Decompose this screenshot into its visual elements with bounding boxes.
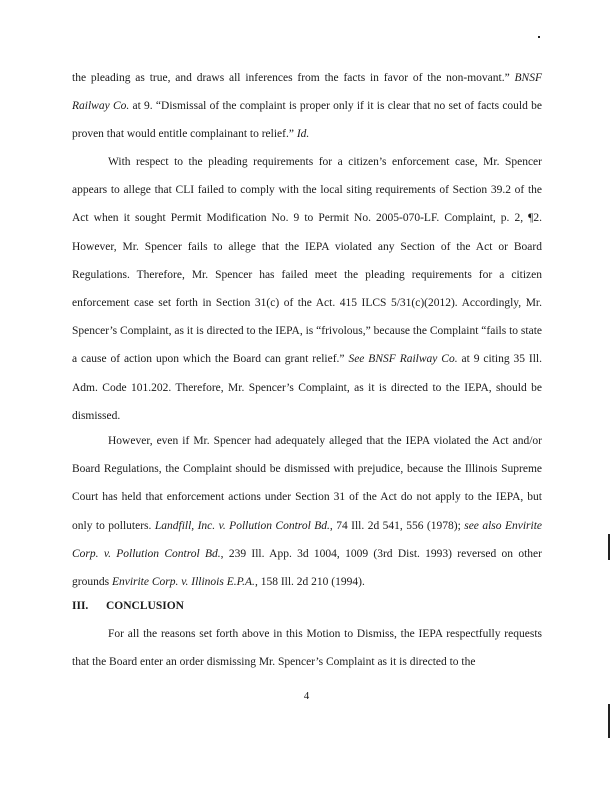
page-number: 4 — [303, 690, 310, 702]
text-run: , 239 Ill. App. 3d 1004, 1009 (3rd Dist. 1993) reversed on other grounds — [72, 547, 542, 589]
case-citation: Landfill, Inc. v. Pollution Control Bd. — [154, 519, 330, 532]
text-run: , 74 Ill. 2d 541, 556 (1978); — [329, 519, 465, 532]
text-run: at 9. “Dismissal of the complaint is proper only if it is clear that no set of facts could be proven that would entitle complainant to relief.” — [72, 100, 542, 141]
scan-margin-mark — [608, 704, 610, 738]
text-run: With respect to the pleading requirements for a citizen’s enforcement case, Mr. Spencer appears to allege that CLI failed to comply with the local siting requirements of Section 39.2 of the Act when it sought Permit Modification No. 9 to Permit No. 2005-070-LF. Complaint, p. 2, ¶2. However, Mr. Spencer fails to allege that the IEPA violated any Section of the Act or Board Regulations. Therefore, Mr. Spencer has failed meet the pleading requirements for a citizen enforcement case set forth in Section 31(c) of the Act. 415 ILCS 5/31(c)(2012). Accordingly, Mr. Spencer’s Complaint, as it is directed to the IEPA, is “frivolous,” because the Complaint “fails to state a cause of action upon which the Board can grant relief.” — [72, 156, 542, 366]
section-title: CONCLUSION — [106, 600, 184, 612]
case-citation: see also Envirite Corp. v. Pollution Control Bd. — [72, 519, 543, 560]
paragraph-1 — [72, 64, 542, 149]
section-number: III. — [72, 600, 89, 612]
paragraph-4: For all the reasons set forth above in this Motion to Dismiss, the IEPA respectfully requests that the Board enter an order dismissing Mr. Spencer’s Complaint as it is directed to the — [72, 628, 542, 669]
text-run: However, even if Mr. Spencer had adequately alleged that the IEPA violated the Act and/or Board Regulations, the Complaint should be dismissed with prejudice, because the Illinois Supreme Court has held that enforcement actions under Section 31 of the Act do not apply to the IEPA, but only to polluters. — [72, 435, 542, 532]
text-run: the pleading as true, and draws all inferences from the facts in favor of the non-movant.” — [72, 72, 515, 84]
scan-speck — [538, 36, 540, 38]
case-citation: Id. — [296, 128, 310, 141]
paragraph-2 — [72, 148, 542, 430]
case-citation: BNSF Railway Co. — [72, 72, 542, 113]
scan-margin-mark — [608, 534, 610, 560]
text-run: , 158 Ill. 2d 210 (1994). — [254, 576, 365, 589]
paragraph-3 — [72, 427, 542, 596]
text-run: at 9 citing 35 Ill. Adm. Code 101.202. Therefore, Mr. Spencer’s Complaint, as it is directed to the IEPA, should be dismissed. — [72, 353, 542, 422]
case-citation: See BNSF Railway Co. — [348, 353, 458, 366]
section-heading — [72, 600, 184, 612]
case-citation: Envirite Corp. v. Illinois E.P.A. — [111, 576, 255, 589]
